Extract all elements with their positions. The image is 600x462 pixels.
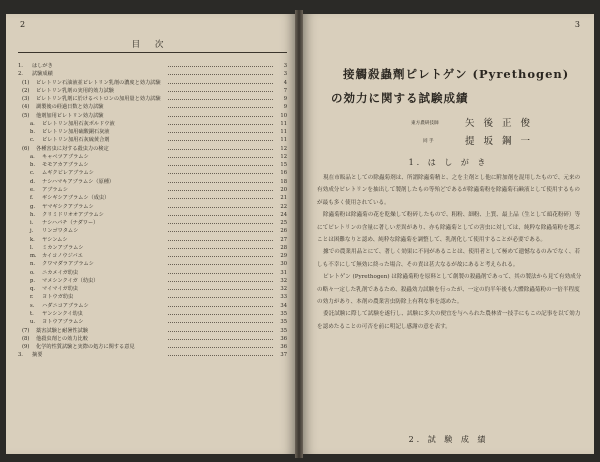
toc-entry-text: マイマイガ幼虫 (42, 286, 78, 293)
toc-entry-number: h. (30, 211, 35, 218)
author-affiliation: 東方農研技師 (411, 121, 439, 126)
toc-entry-page: 31 (280, 269, 287, 276)
toc-title: 目 次 (131, 40, 170, 50)
toc-entry (18, 211, 287, 219)
toc-leader-dots (168, 297, 273, 298)
toc-entry-number: j. (30, 228, 34, 235)
toc-entry-text: ピレトリン加用石灰硫黄合剤 (42, 137, 110, 144)
toc-entry-text: クリミドリオオアブラムシ (42, 211, 104, 218)
toc-entry-page: 29 (280, 253, 287, 260)
body-text (317, 172, 582, 333)
toc-entry-page: 36 (280, 335, 287, 342)
toc-entry (18, 351, 287, 359)
toc-entry-text: カイコノウジバエ (42, 253, 83, 260)
toc-entry-page: 20 (280, 186, 287, 193)
toc-entry-text: ピレトリン石油液並ピレトリン乳剤の濃度と効力試験 (36, 79, 161, 86)
toc-entry-number: o. (30, 269, 35, 276)
toc-entry-number: 1. (18, 63, 23, 69)
toc-entry (18, 343, 287, 351)
toc-entry-page: 11 (280, 129, 287, 136)
toc-entry-number: (3) (22, 96, 30, 103)
toc-entry-page: 12 (280, 153, 287, 160)
toc-entry-page: 34 (280, 302, 287, 309)
toc-entry (18, 145, 287, 153)
toc-entry-text: アブラムシ (42, 186, 68, 193)
page-number: 3 (574, 20, 580, 29)
toc-entry-page: 35 (280, 327, 287, 334)
toc-leader-dots (168, 149, 273, 150)
page-number: 2 (20, 20, 26, 29)
toc-entry-text: ミカンアブラムシ (42, 244, 84, 251)
toc-entry-text: ヨトウガ幼虫 (42, 294, 74, 301)
section-heading: 2. 試 験 成 績 (408, 435, 489, 444)
toc-entry (18, 318, 287, 326)
toc-entry-number: k. (30, 236, 35, 243)
toc-leader-dots (168, 264, 273, 265)
toc-entry-page: 27 (280, 236, 287, 243)
toc-entry-text: ピレトリン加用硫酸銅石灰液 (42, 129, 110, 136)
toc-entry (18, 310, 287, 318)
toc-entry-number: m. (30, 253, 37, 260)
toc-entry-number: b. (30, 162, 35, 169)
toc-leader-dots (168, 355, 273, 356)
toc-entry-text: ムギクビレアブラムシ (42, 170, 94, 177)
author-name: 矢 後 正 俊 (465, 118, 534, 129)
toc-entry-page: 9 (283, 104, 287, 111)
toc-entry-number: b. (30, 129, 35, 136)
toc-entry (18, 103, 287, 111)
book-gutter (295, 10, 303, 458)
toc-entry-text: ヤシンムシ (42, 236, 68, 243)
author-name: 提 坂 鋼 一 (465, 136, 534, 147)
toc-entry-page: 28 (280, 244, 287, 251)
toc-leader-dots (168, 182, 273, 183)
toc-leader-dots (168, 107, 273, 108)
toc-entry-page: 11 (280, 120, 287, 127)
toc-leader-dots (168, 157, 273, 158)
toc-leader-dots (168, 256, 273, 257)
toc-entry-text: 他殺虫剤との効力比較 (36, 335, 88, 342)
toc-entry-page: 21 (280, 195, 287, 202)
toc-leader-dots (168, 66, 273, 67)
toc-entry-number: (6) (22, 145, 30, 152)
toc-entry-number: s. (30, 302, 35, 309)
toc-entry-number: c. (30, 170, 35, 177)
toc-entry-number: (2) (22, 87, 30, 94)
toc-entry (18, 227, 287, 235)
toc-leader-dots (168, 314, 273, 315)
toc-entry-page: 12 (280, 145, 287, 152)
toc-leader-dots (168, 173, 273, 174)
toc-entry-text: ピレトリン加用石灰ボルドウ液 (42, 120, 115, 127)
toc-leader-dots (168, 74, 273, 75)
toc-leader-dots (168, 207, 273, 208)
toc-entry-text: ギシギシアブラムシ（成虫） (42, 195, 110, 202)
toc-entry-page: 4 (283, 79, 287, 86)
toc-leader-dots (168, 281, 273, 282)
toc-entry-number: e. (30, 186, 35, 193)
toc-entry-number: (5) (22, 112, 30, 119)
toc-entry-text: 薬害試験と耐暑性試験 (36, 327, 88, 334)
paragraph: 據での農業用品とにて、著しく効果に不同があることは、使用者として極めて遺憾なるのみでなく、若しも不幸にして無効に終った場合、その責は甚大なるが故にあると考えられる。 (317, 249, 581, 268)
toc-entry (18, 95, 287, 103)
right-page (303, 14, 594, 454)
toc-leader-dots (168, 240, 273, 241)
toc-entry-page: 3 (283, 71, 287, 78)
toc-entry (18, 194, 287, 202)
toc-leader-dots (168, 289, 273, 290)
toc-entry-page: 30 (280, 261, 287, 268)
toc-entry (18, 260, 287, 268)
toc-entry-number: (9) (22, 344, 30, 351)
toc-entry-page: 24 (280, 211, 287, 218)
toc-entry-text: クワマダラアブラムシ (42, 261, 94, 268)
toc-entry-page: 37 (280, 352, 287, 359)
toc-entry-text: ピレトリン乳剤の実用的効力試験 (36, 87, 114, 94)
toc-entry-number: (1) (22, 79, 30, 86)
toc-entry-text: ナシハマキアブラムシ（原種） (42, 178, 115, 185)
toc-entry-number: t. (30, 310, 34, 317)
toc-entry-page: 32 (280, 286, 287, 293)
toc-entry-number: a. (30, 120, 35, 127)
toc-entry-number: p. (30, 277, 35, 284)
left-page (6, 14, 295, 454)
toc-entry-text: ヤンシンクイ幼虫 (42, 310, 83, 317)
toc-entry-number: 2. (18, 71, 23, 78)
toc-entry-text: モモアカアブラムシ (42, 162, 89, 169)
paragraph: 除蟲菊粉は除蟲菊の花を乾燥して粉碎したもので、粗粉、細粉、上質、最上品（生として頭花粉碎）等にてピレトリンの含量に著しい差異があり、亦も除蟲菊としての害虫に対しては、純粋な除蟲菊粉を選ぶことは困難なりと認め、純粋な除蟲菊を調整して、乳剤化して使用することが必要である。 (317, 212, 581, 244)
toc-entry-page: 35 (280, 310, 287, 317)
toc-entry (18, 136, 287, 144)
toc-leader-dots (168, 165, 273, 166)
toc-entry (18, 277, 287, 285)
toc-entry (18, 335, 287, 343)
toc-entry-text: ニカメイガ幼虫 (42, 269, 79, 276)
toc-entry-number: n. (30, 261, 35, 268)
toc-leader-dots (168, 190, 273, 191)
toc-entry-page: 9 (283, 96, 287, 103)
toc-entry-number: (7) (22, 327, 30, 334)
toc-entry (18, 269, 287, 277)
paragraph: 委託試験に際して試験を遂行し、試験に多大の便宜を与へられた農林省一技手にもこの記事を以て効力を認めたることの可否を前に明記し感謝の意を表す。 (317, 311, 581, 330)
toc-entry-page: 10 (280, 112, 287, 119)
toc-entry-text: キャベツアブラムシ (42, 153, 89, 160)
toc-entry-text: ナシハバチ（ナダワー） (42, 220, 99, 227)
toc-entry (18, 87, 287, 95)
toc-leader-dots (168, 140, 273, 141)
toc-entry-text: リンゴワタムシ (42, 228, 79, 235)
toc-leader-dots (168, 223, 273, 224)
toc-entry-page: 35 (280, 319, 287, 326)
toc-entry-number: g. (30, 203, 35, 210)
toc-entry (18, 178, 287, 186)
toc-entry (18, 252, 287, 260)
toc-leader-dots (168, 231, 273, 232)
toc-leader-dots (168, 99, 273, 100)
toc-divider (18, 52, 287, 53)
toc-leader-dots (168, 198, 273, 199)
toc-entry (18, 169, 287, 177)
toc-entry-text: ピレトリン乳剤に於けるペトロンの加用量と効力試験 (36, 96, 161, 103)
toc-entry (18, 203, 287, 211)
toc-entry-number: f. (30, 195, 34, 202)
toc-entry-number: i. (30, 220, 34, 227)
toc-entry-text: 調製後の経過日数と効力試験 (36, 104, 104, 111)
toc-entry (18, 236, 287, 244)
toc-entry (18, 327, 287, 335)
toc-entry-number: c. (30, 137, 35, 144)
toc-entry-text: 各種害虫に対する殺虫力の検定 (36, 145, 109, 152)
toc-entry-number: (4) (22, 104, 30, 111)
toc-entry-number: a. (30, 153, 35, 160)
toc-entry (18, 285, 287, 293)
toc-entry (18, 120, 287, 128)
toc-entry (18, 128, 287, 136)
toc-entry-page: 32 (280, 277, 287, 284)
toc-entry-text: はしがき (32, 63, 53, 69)
table-of-contents (18, 62, 287, 360)
toc-leader-dots (168, 124, 273, 125)
toc-entry-page: 7 (283, 87, 287, 94)
toc-entry-number: d. (30, 178, 35, 185)
toc-entry-text: 摘要 (32, 352, 43, 359)
toc-leader-dots (168, 91, 273, 92)
toc-entry (18, 219, 287, 227)
toc-entry (18, 244, 287, 252)
toc-leader-dots (168, 248, 273, 249)
toc-entry-text: 試験成績 (32, 71, 53, 78)
toc-entry (18, 302, 287, 310)
toc-entry (18, 153, 287, 161)
toc-entry-number: l. (30, 244, 34, 251)
toc-entry-text: マメシンクイガ（幼虫） (42, 277, 99, 284)
toc-entry-text: ヨトウアブラムシ (42, 319, 84, 326)
toc-entry-page: 11 (280, 137, 287, 144)
toc-entry (18, 62, 287, 70)
toc-leader-dots (168, 83, 273, 84)
toc-leader-dots (168, 322, 273, 323)
toc-entry-text: 化学的性質試験と実際の処方に関する意見 (36, 344, 135, 351)
toc-entry-number: u. (30, 319, 35, 326)
toc-entry (18, 293, 287, 301)
toc-entry (18, 79, 287, 87)
toc-leader-dots (168, 116, 273, 117)
toc-entry (18, 70, 287, 78)
article-subtitle: の効力に関する試験成績 (331, 91, 469, 105)
toc-entry-text: 他剤加用ピレトリン効力試験 (36, 112, 104, 119)
toc-entry-page: 3 (283, 63, 287, 69)
section-heading: 1. は し が き (408, 158, 489, 167)
toc-entry-number: 3. (18, 352, 23, 359)
toc-leader-dots (168, 132, 273, 133)
toc-entry-number: (8) (22, 335, 30, 342)
author-affiliation: 同 手 (423, 139, 434, 144)
article-title: 接觸殺蟲劑ピレトゲン (Pyrethogen) (343, 67, 570, 81)
toc-leader-dots (168, 339, 273, 340)
toc-entry (18, 161, 287, 169)
toc-entry (18, 186, 287, 194)
toc-leader-dots (168, 347, 273, 348)
toc-entry-page: 33 (280, 294, 287, 301)
toc-entry-page: 18 (280, 178, 287, 185)
toc-entry-page: 36 (280, 344, 287, 351)
toc-entry-number: r. (30, 294, 34, 301)
toc-entry-text: ヤマギシクアブラムシ (42, 203, 94, 210)
toc-entry-page: 16 (280, 170, 287, 177)
toc-leader-dots (168, 331, 273, 332)
toc-entry-page: 15 (280, 162, 287, 169)
toc-leader-dots (168, 273, 273, 274)
toc-entry-page: 25 (280, 220, 287, 227)
paragraph: 現在市販品としての除蟲菊剤は、所謂除蟲菊精と、之を主剤とし他に附加剤を混用したもので、元来の有効成分ピレトリンを抽出して製剤したもの等殆どであるが除蟲菊粉を除蟲菊石鹸液として使用するものが最も多く使用されている。 (317, 175, 581, 206)
toc-entry (18, 112, 287, 120)
toc-entry-page: 26 (280, 228, 287, 235)
toc-entry-text: ハダニコアブラムシ (42, 302, 89, 309)
toc-leader-dots (168, 306, 273, 307)
toc-entry-number: q. (30, 286, 35, 293)
paragraph: ピレトゲン (Pyrethogen) は除蟲菊粉を原料として創製の殺蟲剤であって、其の製法から見て有効成分の略々一定した乳剤であるため、殺蟲効力試験を行ったが、一定の約半年後も大體除蟲菊粉の一倍半程度の効力があり、本剤の農業害虫防除上有利な事を認めた。 (317, 274, 582, 306)
toc-leader-dots (168, 215, 273, 216)
toc-entry-page: 22 (280, 203, 287, 210)
